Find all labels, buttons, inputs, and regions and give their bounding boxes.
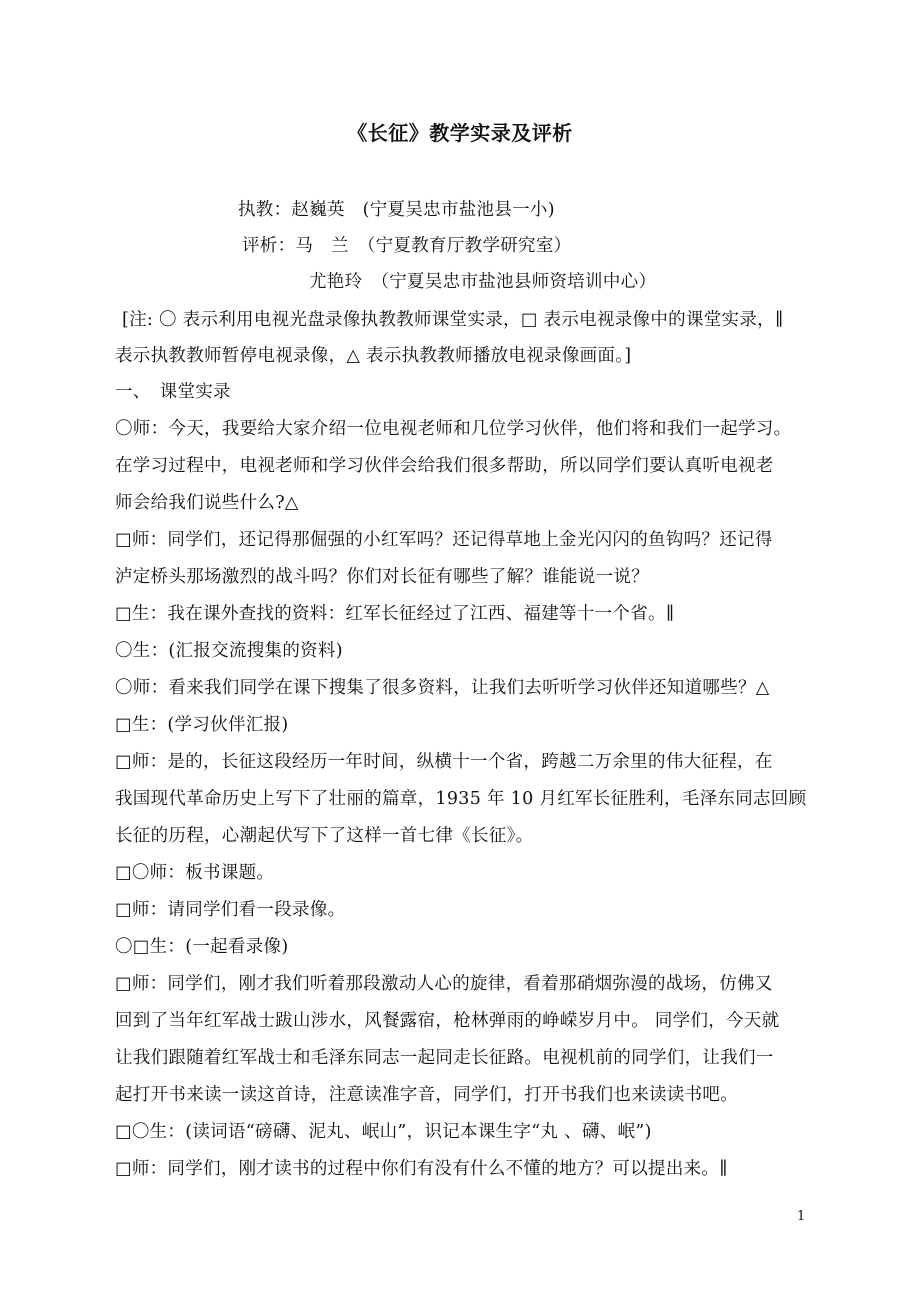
transcript-line: 师会给我们说些什么?△ [115, 493, 299, 513]
transcript-line: □师：同学们，还记得那倔强的小红军吗？还记得草地上金光闪闪的鱼钩吗？还记得 [115, 530, 773, 550]
transcript-line: 长征的历程，心潮起伏写下了这样一首七律《长征》。 [115, 826, 534, 846]
author-line: 执教：赵巍英 (宁夏吴忠市盐池县一小) [238, 200, 555, 220]
reviewer-line-second: 尤艳玲 （宁夏吴忠市盐池县师资培训中心） [309, 272, 657, 292]
page-number: 1 [797, 1209, 806, 1224]
note-line-continued: 表示执教教师暂停电视录像，△ 表示执教教师播放电视录像画面。] [115, 346, 632, 366]
transcript-line: 〇生：(汇报交流搜集的资料) [115, 641, 343, 661]
transcript-line: 我国现代革命历史上写下了壮丽的篇章，1935 年 10 月红军长征胜利，毛泽东同志回顾 [115, 789, 807, 809]
document-title: 《长征》教学实录及评析 [347, 121, 573, 145]
transcript-line: 回到了当年红军战士跋山涉水，风餐露宿，枪林弹雨的峥嵘岁月中。 同学们，今天就 [115, 1011, 780, 1031]
transcript-line: □〇生：(读词语“磅礴、泥丸、岷山”，识记本课生字“丸 、礴、岷”) [115, 1122, 652, 1142]
transcript-line: 泸定桥头那场激烈的战斗吗？你们对长征有哪些了解？谁能说一说？ [115, 567, 649, 587]
transcript-line: 起打开书来读一读这首诗，注意读准字音，同学们，打开书我们也来读读书吧。 [115, 1085, 738, 1105]
section-heading: 一、 课堂实录 [115, 382, 231, 402]
transcript-line: □师：是的，长征这段经历一年时间，纵横十一个省，跨越二万余里的伟大征程，在 [115, 752, 773, 772]
transcript-line: 〇师：今天，我要给大家介绍一位电视老师和几位学习伙伴，他们将和我们一起学习。 [115, 419, 792, 439]
transcript-line: 〇□生：(一起看录像) [115, 937, 289, 957]
transcript-line: □师：同学们，刚才我们听着那段激动人心的旋律，看着那硝烟弥漫的战场，仿佛又 [115, 974, 773, 994]
transcript-line: □生：我在课外查找的资料：红军长征经过了江西、福建等十一个省。∥ [115, 604, 675, 624]
transcript-line: □师：请同学们看一段录像。 [115, 900, 346, 920]
reviewer-line: 评析：马 兰 （宁夏教育厅教学研究室） [242, 236, 572, 256]
transcript-line: 在学习过程中，电视老师和学习伙伴会给我们很多帮助，所以同学们要认真听电视老 [115, 456, 774, 476]
note-line: [注: 〇 表示利用电视光盘录像执教教师课堂实录，□ 表示电视录像中的课堂实录，∥ [122, 310, 784, 330]
transcript-line: □生：(学习伙伴汇报) [115, 715, 289, 735]
transcript-line: □〇师：板书课题。 [115, 863, 275, 883]
transcript-line: □师：同学们，刚才读书的过程中你们有没有什么不懂的地方？可以提出来。∥ [115, 1159, 728, 1179]
transcript-line: 让我们跟随着红军战士和毛泽东同志一起同走长征路。电视机前的同学们，让我们一 [115, 1048, 774, 1068]
transcript-line: 〇师：看来我们同学在课下搜集了很多资料，让我们去听听学习伙伴还知道哪些？△ [115, 678, 770, 698]
